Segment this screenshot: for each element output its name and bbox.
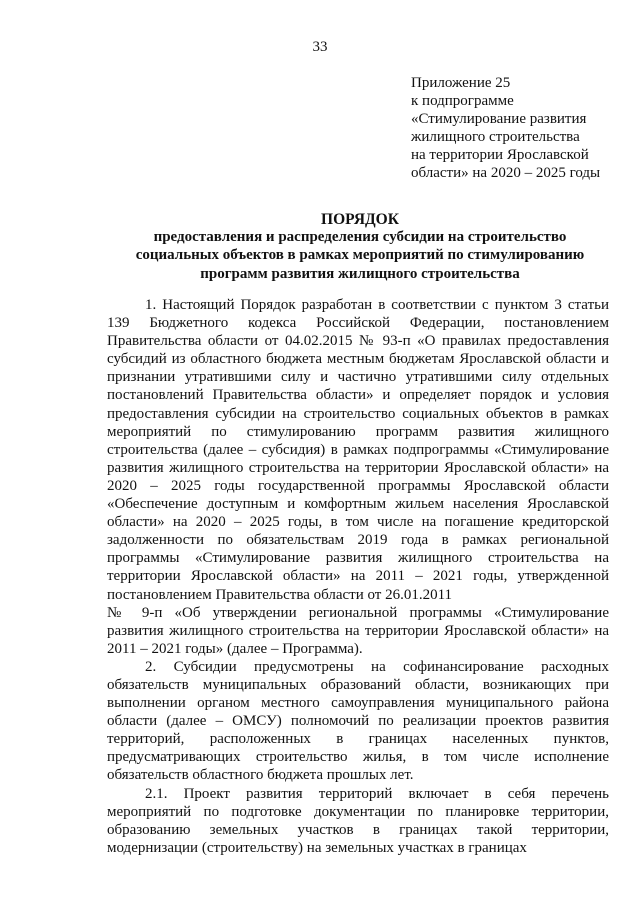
paragraph-1-continuation: № 9-п «Об утверждении региональной программы «Стимулирование развития жилищного строительства на территории Ярославской области» на 2011 – 2021 годы» (далее – Программа). <box>107 604 609 657</box>
subtitle-line: программ развития жилищного строительства <box>200 265 520 282</box>
document-title: ПОРЯДОК <box>321 211 399 228</box>
paragraph-1: 1. Настоящий Порядок разработан в соответствии с пунктом 3 статьи 139 Бюджетного кодекса Российской Федерации, постановлением Правительства области от 04.02.2015 № 93-п «О правилах предоставления субсидий из областного бюджета местным бюджетам Ярославской области и признании утратившими силу и частично утратившими силу отдельных постановлений Правительства области» и определяет порядок и условия предоставления субсидии на строительство социальных объектов в рамках мероприятий по стимулированию программ развития жилищного строительства (далее – субсидия) в рамках подпрограммы «Стимулирование развития жилищного строительства на территории Ярославской области» на 2020 – 2025 годы государственной программы Ярославской области «Обеспечение доступным и комфортным жильем населения Ярославской области» на 2020 – 2025 годы, в том числе на погашение кредиторской задолженности по обязательствам 2019 года в рамках региональной программы «Стимулирование развития жилищного строительства на территории Ярославской области» на 2011 – 2021 годы, утвержденной постановлением Правительства области от 26.01.2011 <box>107 297 609 603</box>
appendix-line: «Стимулирование развития <box>411 111 587 127</box>
document-subtitle <box>110 228 610 283</box>
appendix-block <box>411 74 626 182</box>
subtitle-line: социальных объектов в рамках мероприятий по стимулированию <box>135 247 585 264</box>
appendix-line: Приложение 25 <box>411 75 511 91</box>
appendix-line: к подпрограмме <box>411 93 514 109</box>
appendix-line: жилищного строительства <box>411 129 580 145</box>
paragraph-2-1: 2.1. Проект развития территорий включает в себя перечень мероприятий по подготовке документации по планировке территории, образованию земельных участков в границах такой территории, модернизации (строительству) на земельных участках в границах <box>107 785 609 856</box>
document-body <box>107 296 609 857</box>
appendix-line: на территории Ярославской <box>411 147 589 163</box>
page-number: 33 <box>312 39 328 55</box>
appendix-line: области» на 2020 – 2025 годы <box>411 165 601 181</box>
subtitle-line: предоставления и распределения субсидии на строительство <box>153 229 567 245</box>
paragraph-2: 2. Субсидии предусмотрены на софинансирование расходных обязательств муниципальных образований области, возникающих при выполнении органом местного самоуправления муниципального района области (далее – ОМСУ) полномочий по реализации проектов развития территорий, расположенных в границах населенных пунктов, предусматривающих строительство жилья, в том числе исполнение обязательств областного бюджета прошлых лет. <box>107 658 609 784</box>
